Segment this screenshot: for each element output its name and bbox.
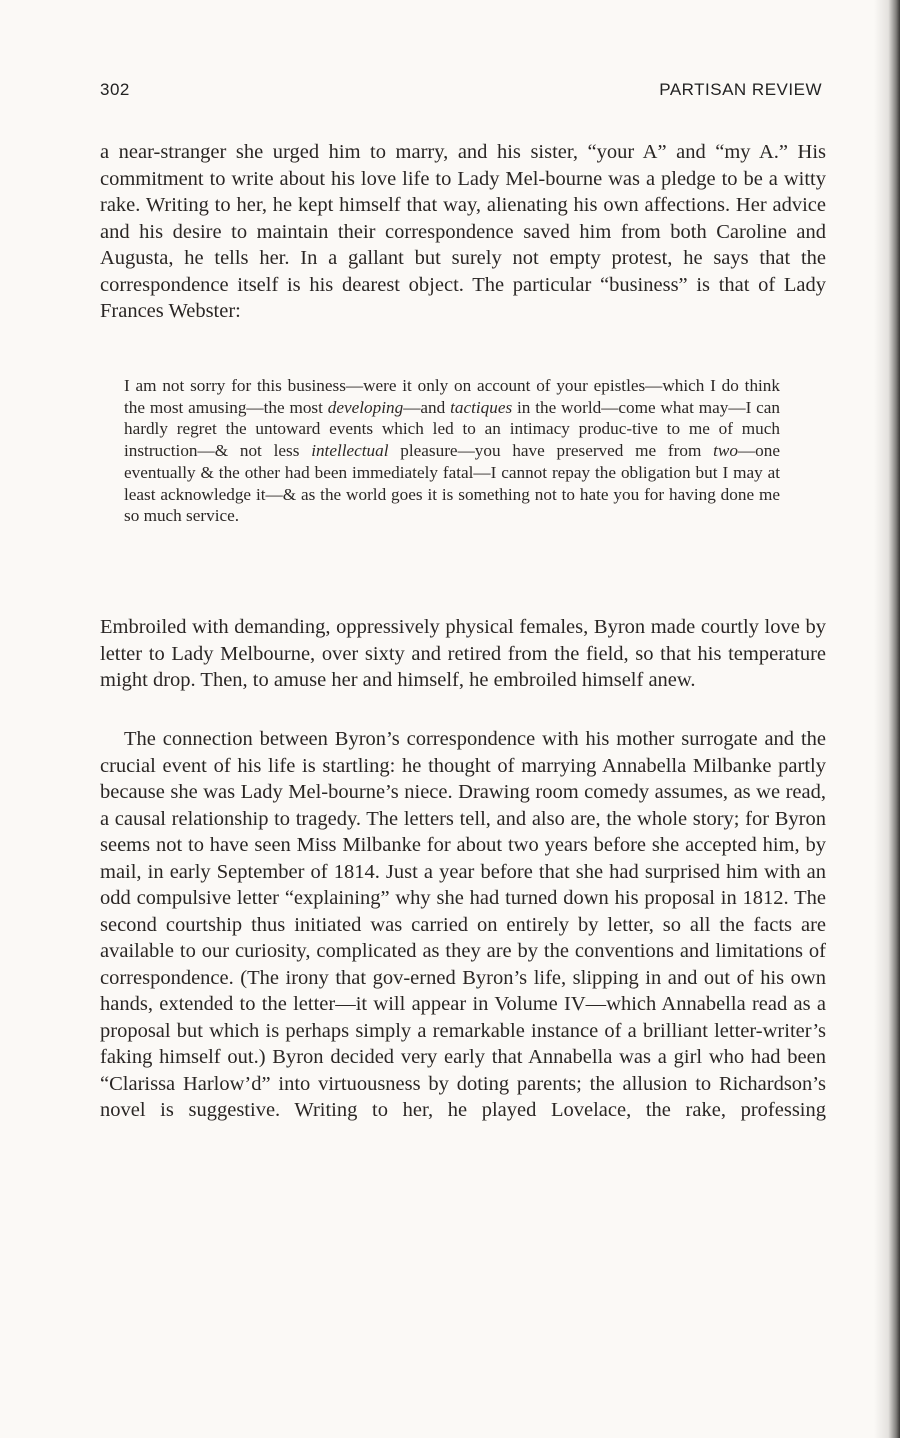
running-head: PARTISAN REVIEW (659, 80, 822, 99)
body-paragraph-embroiled: Embroiled with demanding, oppressively physical females, Byron made courtly love by letter to Lady Melbourne, over sixty and retired from the field, so that his temperature might drop. Then, to amuse her and himself, he embroiled himself anew. (100, 616, 826, 691)
quote-text: I am not sorry for this business—were it only on account of your epistles—which I do think the most amusing—the most (124, 376, 780, 417)
quote-text: pleasure—you have preserved me from (388, 441, 714, 461)
quote-emphasis: developing (327, 397, 404, 417)
quote-emphasis: intellectual (311, 441, 389, 461)
byron-letter-quote (124, 375, 780, 527)
quote-text: —one eventually & the other had been immediately fatal—I cannot repay the obligation but I may at least acknowledge it—& as the world goes it is something not to hate you for having done me so much service. (124, 441, 780, 526)
quote-emphasis: tactiques (450, 397, 513, 417)
book-gutter-shadow (874, 0, 900, 1438)
page-number: 302 (100, 80, 130, 99)
body-paragraph-opening: a near-stranger she urged him to marry, and his sister, “your A” and “my A.” His commitment to write about his love life to Lady Mel-bourne was a pledge to be a witty rake. Writing to her, he kept himself that way, alienating his own affections. Her advice and his desire to maintain their correspondence saved him from both Caroline and Augusta, he tells her. In a gallant but surely not empty protest, he says that the correspondence itself is his dearest object. The particular “business” is that of Lady Frances Webster: (100, 141, 826, 322)
quote-text: —and (403, 397, 451, 417)
page-header (100, 80, 822, 110)
body-paragraph-connection: The connection between Byron’s correspondence with his mother surrogate and the crucial event of his life is startling: he thought of marrying Annabella Milbanke partly because she was Lady Mel-bourne’s niece. Drawing room comedy assumes, as we read, a causal relationship to tragedy. The letters tell, and also are, the whole story; for Byron seems not to have seen Miss Milbanke for about two years before she accepted him, by mail, in early September of 1814. Just a year before that she had surprised him with an odd compulsive letter “explaining” why she had turned down his proposal in 1812. The second courtship thus initiated was carried on entirely by letter, so all the facts are available to our curiosity, complicated as they are by the conventions and limitations of correspondence. (The irony that gov-erned Byron’s life, slipping in and out of his own hands, extended to the letter—it will appear in Volume IV—which Annabella read as a proposal but which is perhaps simply a remarkable instance of a brilliant letter-writer’s faking himself out.) Byron decided very early that Annabella was a girl who had been “Clarissa Harlow’d” into virtuousness by doting parents; the allusion to Richardson’s novel is suggestive. Writing to her, he played Lovelace, the rake, professing (100, 728, 826, 1121)
quote-text: in the world—come what may—I can hardly regret the untoward events which led to an intimacy produc-tive to me of much instruction—& not less (124, 397, 781, 461)
quote-emphasis: two (713, 441, 738, 461)
